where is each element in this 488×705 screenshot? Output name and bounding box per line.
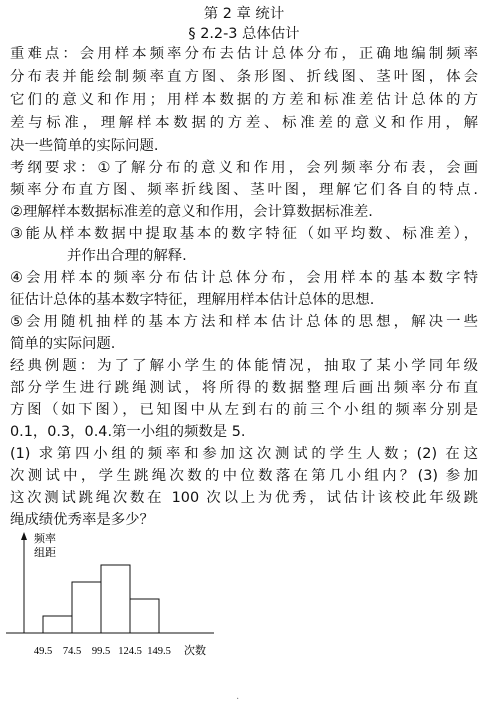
histogram-bar (72, 582, 101, 633)
text-line: 并作出合理的解释. (67, 248, 187, 264)
text-line: 简单的实际问题. (10, 336, 116, 352)
x-tick-label: 149.5 (147, 646, 171, 657)
frequency-histogram (0, 528, 220, 668)
text-line: 方图（如下图），已知图中从左到右的前三个小组的频率分别是 (10, 402, 478, 418)
section-title: § 2.2-3 总体估计 (188, 26, 300, 42)
y-axis-arrow (21, 532, 27, 540)
text-line: 考纲要求：①了解分布的意义和作用，会列频率分布表，会画 (10, 160, 478, 176)
text-line: (1) 求第四小组的频率和参加这次测试的学生人数；(2) 在这 (10, 446, 478, 462)
text-line: 分布表并能绘制频率直方图、条形图、折线图、茎叶图，体会 (10, 69, 478, 85)
text-line: 部分学生进行跳绳测试，将所得的数据整理后画出频率分布直 (10, 380, 478, 396)
text-line: 征估计总体的基本数字特征，理解用样本估计总体的思想. (10, 292, 375, 308)
x-tick-label: 74.5 (62, 646, 82, 657)
histogram-bar (43, 616, 72, 633)
text-line: 频率分布直方图、频率折线图、茎叶图，理解它们各自的特点. (10, 182, 478, 198)
text-line: ③能从样本数据中提取基本的数字特征（如平均数、标准差）， (10, 226, 478, 242)
y-axis-label-bottom: 组距 (34, 547, 56, 559)
x-tick-label: 124.5 (118, 646, 142, 657)
y-axis-label-top: 频率 (34, 533, 56, 545)
text-line: 它们的意义和作用；用样本数据的方差和标准差估计总体的方 (10, 92, 478, 108)
text-line: 0.1，0.3，0.4.第一小组的频数是 5. (10, 424, 246, 440)
x-axis-label: 次数 (184, 645, 206, 657)
text-line: 决一些简单的实际问题. (10, 138, 159, 154)
text-line: ⑤会用随机抽样的基本方法和样本估计总体的思想，解决一些 (10, 314, 478, 330)
text-line: 次测试中，学生跳绳次数的中位数落在第几小组内？(3) 参加 (10, 468, 478, 484)
x-tick-label: 99.5 (91, 646, 111, 657)
page-number-fragment: · (236, 694, 240, 705)
text-line: 差与标准，理解样本数据的方差、标准差的意义和作用，解 (10, 115, 478, 131)
text-line: 经典例题：为了了解小学生的体能情况，抽取了某小学同年级 (10, 358, 478, 374)
text-line: 这次测试跳绳次数在 100 次以上为优秀，试估计该校此年级跳 (10, 490, 478, 506)
text-line: ④会用样本的频率分布估计总体分布，会用样本的基本数字特 (10, 270, 478, 286)
chapter-title: 第 2 章 统计 (203, 6, 285, 22)
x-tick-label: 49.5 (33, 646, 53, 657)
histogram-bar (130, 599, 159, 633)
text-line: 绳成绩优秀率是多少？ (10, 512, 154, 528)
histogram-bar (101, 565, 130, 633)
text-line: ②理解样本数据标准差的意义和作用，会计算数据标准差. (10, 204, 373, 220)
text-line: 重难点：会用样本频率分布去估计总体分布，正确地编制频率 (10, 46, 478, 62)
